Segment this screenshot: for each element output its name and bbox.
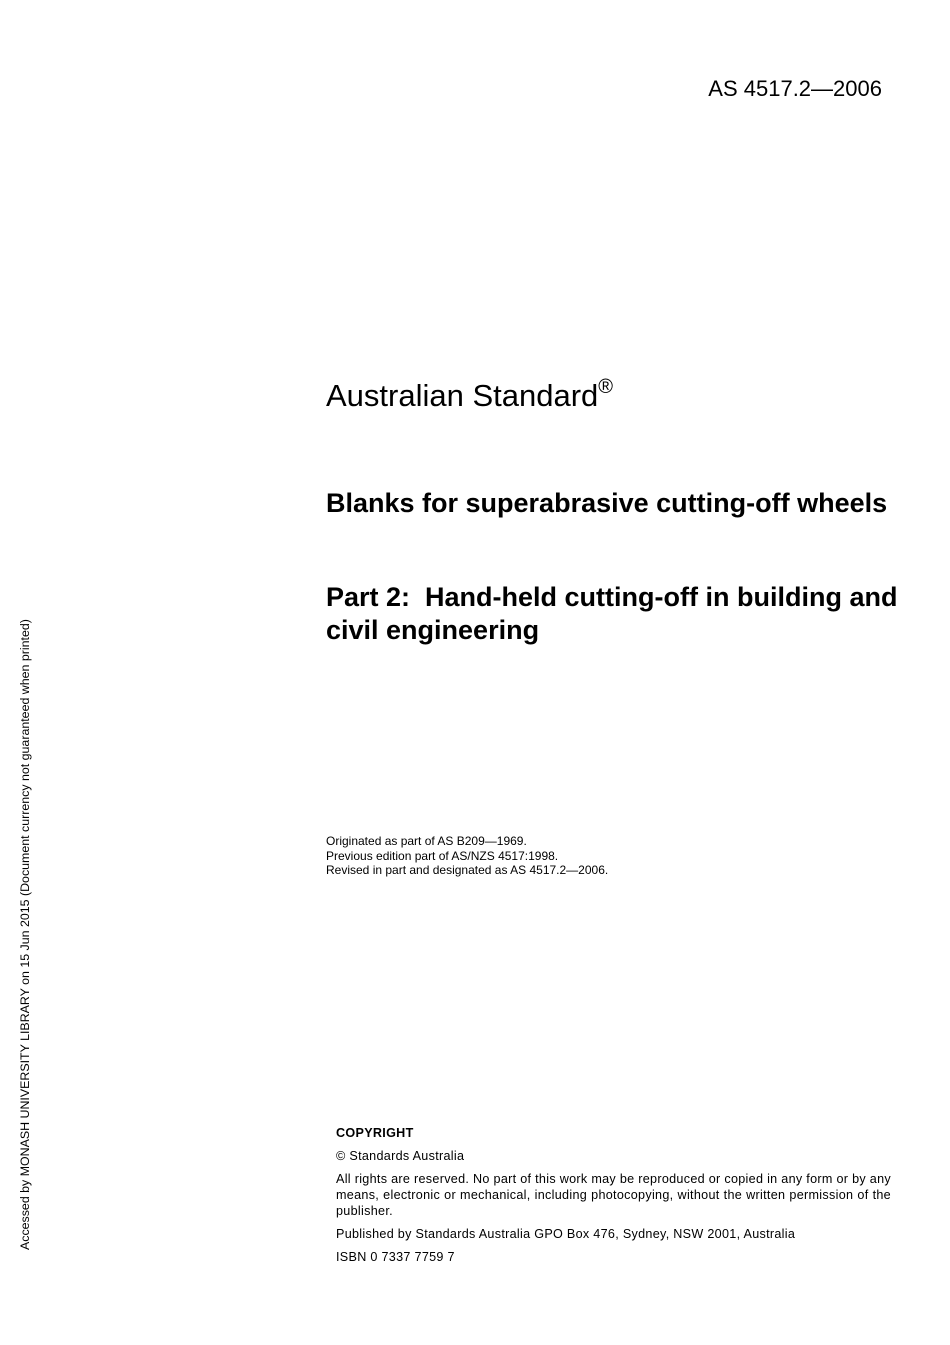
history-line: Revised in part and designated as AS 4517.2—2006.: [326, 863, 609, 877]
copyright-owner: © Standards Australia: [336, 1149, 465, 1163]
document-number: AS 4517.2—2006: [708, 76, 882, 101]
document-title: Blanks for superabrasive cutting-off wheels: [326, 488, 888, 518]
rights-statement: All rights are reserved. No part of this work may be reproduced or copied in any form or by any means, electronic or mechanical, including photocopying, without the written permission of the publisher.: [336, 1172, 891, 1218]
publisher-address: Published by Standards Australia GPO Box 476, Sydney, NSW 2001, Australia: [336, 1227, 796, 1241]
part-title: Part 2: Hand-held cutting-off in building and civil engineering: [326, 582, 898, 645]
history-line: Originated as part of AS B209—1969.: [326, 834, 527, 848]
history-line: Previous edition part of AS/NZS 4517:1998.: [326, 848, 559, 863]
edition-history: [326, 834, 608, 878]
copyright-block: [336, 1125, 891, 1272]
registered-mark: ®: [598, 376, 614, 398]
series-name: Australian Standard: [326, 378, 599, 413]
isbn: ISBN 0 7337 7759 7: [336, 1250, 455, 1264]
copyright-heading: COPYRIGHT: [336, 1126, 414, 1140]
standard-series-heading: [326, 376, 613, 416]
access-watermark: Accessed by MONASH UNIVERSITY LIBRARY on 15 Jun 2015 (Document currency not guaranteed when printed): [18, 619, 32, 1250]
